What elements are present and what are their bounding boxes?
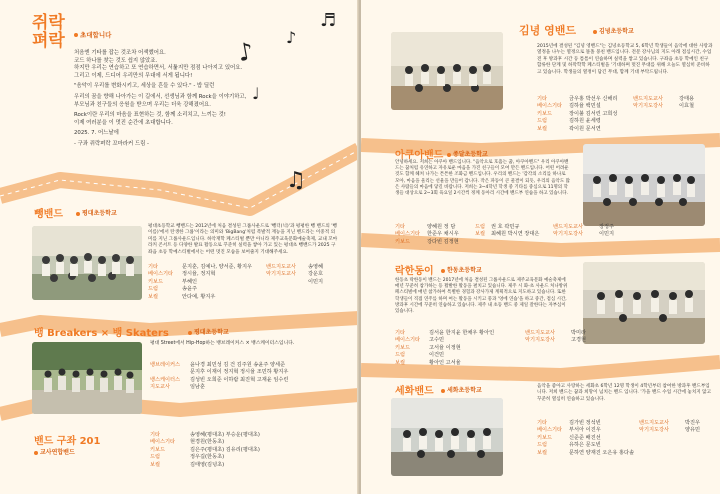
roster-members: 문지후 이재이 정지혁 정시율 조민하 황지우: [190, 369, 289, 376]
roster-members: 부혜인: [182, 278, 198, 285]
roster-role: [266, 294, 308, 301]
roster-members: 곽이원 문서연: [569, 125, 601, 132]
roster-members: 강태용: [679, 96, 695, 102]
roster-members: [679, 118, 703, 125]
roster-members: 최혜원 박시연 장대은: [491, 231, 540, 238]
roster-row: [150, 447, 310, 454]
roster-members: [679, 111, 703, 118]
sehwa-roster: [537, 420, 709, 457]
intro-title-line1: 쥐락: [32, 13, 65, 33]
bbang-photo: [32, 226, 142, 300]
band-photo-image: [583, 144, 705, 226]
roster-members: 황아인 고서율: [429, 359, 461, 366]
roster-members: [491, 239, 553, 246]
breakers-school: 평대초등학교: [188, 327, 229, 336]
roster-row: [148, 294, 332, 301]
roster-members: 문하연 양재진 오은유 홍다솔: [569, 449, 635, 456]
roster-members: 이민지: [599, 231, 615, 238]
roster-role: 악기지도강사: [633, 103, 664, 110]
roster-row: [148, 286, 332, 293]
intro-title: [32, 14, 65, 50]
roster-row: [395, 352, 595, 359]
roster-members: 금우홍 박선우 신해리: [569, 96, 618, 102]
roster-members: 김성빈 오희준 이하람 최진혁 고재윤 임수린: [190, 376, 289, 383]
band-photo-image: [32, 342, 142, 414]
roster-members: 양혜원 정 담: [427, 224, 456, 230]
roster-role: [639, 435, 685, 442]
roster-role: 기타: [150, 432, 161, 438]
roster-row: [150, 384, 340, 391]
intro-line: 코드 하나를 찾는 것도 쉽지 않았죠.: [74, 57, 158, 64]
roster-members: 신준준 배진선: [569, 434, 601, 441]
roster-role: 키보드: [148, 278, 164, 285]
roster-role: 키보드: [150, 446, 166, 453]
roster-role: 밴드지도교사: [553, 224, 584, 230]
band-photo-image: [391, 398, 503, 476]
roster-role: 드럼: [537, 442, 548, 449]
roster-role: 보컬: [537, 125, 548, 132]
roster-row: [537, 442, 709, 449]
roster-members: 강다빈 김정현: [427, 238, 459, 245]
intro-line: 우리의 꿈을 향해 나아가는 이 길에서, 선생님과 함께 Rock을 이야기하고,: [74, 93, 247, 100]
roster-role: 보컬: [395, 359, 406, 366]
intro-sign: - 구좌 쥐락펴락 꼬마라커 드림 -: [74, 140, 149, 147]
roster-row: [395, 239, 623, 246]
roster-role: 악기지도교사: [266, 271, 297, 278]
roster-members: 이건민: [429, 352, 445, 359]
roster-members: [308, 286, 332, 293]
roster-members: [571, 345, 595, 352]
rakhan-photo: [583, 262, 705, 344]
intro-date: 2025. 7. 어느날에: [74, 130, 119, 137]
roster-row: [395, 330, 595, 337]
breakers-roster: [150, 362, 340, 392]
roster-members: 정우길(한동초): [190, 454, 225, 461]
intro-title-line2: 펴락: [32, 31, 65, 51]
roster-role: 키보드: [395, 344, 411, 351]
roster-role: 악기지도강사: [639, 427, 670, 434]
roster-role: 보컬: [148, 293, 159, 300]
rakhan-desc: 한동초 락한동이 밴드는 2017년에 처음 결성된 그룹사운드로 제주교육문화 예술축제에 매년 꾸준히 참가하는 등 활발한 활동을 펼치고 있습니다. 제주 시 화-초 사운드 처나방위 페스티벌에 매년 참가하여 특별한 경험과 강사가제 계획적으로 지도하고 있습니다. 또한 학생들이 직접 연주를 하며 여는 활동을 시키고 풍과 '엉에 연습'을 하고 중간, 점심 시간, 방과후 시간에 꾸준히 연습하고 있습니다. 제주 내 초등 밴드 중 제일 잘한다는 자부심이 있습니다.: [395, 278, 568, 315]
sehwa-desc: 음악을 좋아고 사랑하는 세화초 6학년 12명 학생이 4학년부터 참여한 방과후 밴드부입니다. 저희 밴드는 꿈과 희망이 넘치는 밴드 입니다. '가을 밴드 수업 시간에 놓치지 않고 꾸준히 열심히 연습하고 있습니다.: [537, 384, 712, 402]
bbang-title: 뺑밴드: [34, 209, 63, 220]
akua-roster: [395, 224, 623, 246]
roster-row: [395, 231, 623, 238]
gujwa-school: 교사연합밴드: [34, 447, 75, 456]
roster-row: [537, 103, 703, 110]
roster-members: [685, 435, 709, 442]
roster-row: [537, 450, 709, 457]
roster-role: 드럼: [395, 352, 406, 359]
right-page: [361, 0, 720, 494]
roster-role: [150, 369, 190, 376]
breakers-photo: [32, 342, 142, 414]
bbang-school: 평대초등학교: [76, 208, 117, 217]
band-photo-image: [391, 32, 503, 110]
roster-row: [537, 420, 709, 427]
roster-members: 장이불 김서린 고희성: [569, 110, 618, 117]
roster-members: 정시율, 정지혁: [182, 271, 216, 278]
roster-role: 밴드지도교사: [266, 264, 297, 270]
akua-desc: 안녕하세요. 저희는 아쿠아 밴드입니다. "음악으로 호흡는 꿈, 아쿠아밴드" 우리 아쿠아밴드는 꿈처럼 유연하고 자유로운 마음을 가진 친구들이 모여 만든 밴드입니다. 어떤 어려운 것도 함께 헤쳐 나가는 튼튼한 조화금 밴드입니다. 우리의 밴드는 '감각의 소리를 하나로 모아, 마음을 울리는 선율을 만들어 갑니다. 작은 파동이 큰 물결이 되듯, 우리의 음악도 많은 사람들의 마음에 닿길 바랍니다. 저희는 3~4학년 학생 중 기타를 중심으로 11명의 학생들 대상으로 2~3회 육요일 2시간씩 정께 동아리 시간에 밴드부 연습을 하고 있습니다.: [395, 160, 571, 197]
roster-role: [266, 279, 308, 286]
music-note-icon: ♩: [252, 84, 260, 103]
roster-row: [395, 337, 595, 344]
roster-row: [537, 126, 703, 133]
roster-role: 기타: [148, 264, 159, 270]
roster-row: [537, 111, 703, 118]
music-note-icon: ♪: [235, 36, 256, 68]
roster-role: [633, 126, 679, 133]
roster-row: [150, 369, 340, 376]
roster-role: 베이스기타: [537, 103, 563, 110]
roster-members: 문지훈, 김예나, 양서준, 황지우: [182, 264, 253, 270]
roster-row: [148, 264, 332, 271]
roster-role: 드럼: [475, 224, 486, 230]
roster-role: 악기지도강사: [525, 337, 556, 344]
roster-members: [679, 126, 703, 133]
roster-members: 송영혜(평대초) 부승운(평대초): [190, 432, 260, 438]
gimnyeong-roster: [537, 96, 703, 133]
roster-role: [639, 442, 685, 449]
roster-row: [537, 427, 709, 434]
roster-members: 임남훈: [190, 384, 206, 391]
rakhan-title: 락한동이: [395, 266, 434, 277]
roster-role: [553, 239, 599, 246]
music-note-icon: ♪: [286, 28, 297, 47]
roster-members: 유하은 문도빈: [569, 442, 601, 449]
gimnyeong-school: 김녕초등학교: [593, 26, 634, 35]
roster-role: 베이스기타: [395, 337, 421, 344]
roster-row: [395, 360, 595, 367]
roster-role: 밴드지도교사: [633, 96, 664, 102]
roster-members: 박미라: [571, 330, 587, 336]
roster-members: [599, 239, 623, 246]
gujwa-roster: [150, 432, 310, 469]
roster-members: 송영혜: [308, 264, 324, 270]
roster-role: [266, 286, 308, 293]
roster-role: 베이스기타: [148, 271, 174, 278]
roster-members: [571, 360, 595, 367]
roster-members: 부서아 이진우: [569, 427, 601, 434]
roster-role: [525, 345, 571, 352]
roster-members: 김하원 윤세령: [569, 118, 601, 125]
intro-line: 부모님과 친구들의 응원을 받으며 우리는 더욱 강해졌어요.: [74, 101, 211, 108]
roster-members: 고경현: [571, 337, 587, 344]
roster-members: 이효철: [679, 103, 695, 110]
roster-role: 보컬: [150, 461, 161, 468]
roster-members: 현경원(한동초): [190, 439, 225, 446]
roster-row: [537, 118, 703, 125]
bbang-roster: [148, 264, 332, 301]
gimnyeong-desc: 2015년에 결성된 "김녕 영밴드"는 김녕초등학교 5, 6학년 학생들이 음악에 대한 사랑과 열정을 나누는 열정으로 똘똘 뭉친 밴드입니다. 전문 강사님의 지도 아래 점심시간, 수업 전 후 방과후 시간 등 틈틈이 연습하며 실력을 쌓고 있습니다. 구좌읍 초등 학예인 친구 합류한 단계 및 하막학학 페스티벌을 '기대하며 멋진 무대를 위해 오늘도 열심히 준비하고 있습니다. 학생들의 열정이 담긴 무대, 함께 기대 부탁드립니다.: [537, 44, 713, 75]
roster-members: 송윤주: [182, 286, 198, 293]
roster-role: 밴드지도교사: [525, 330, 556, 336]
roster-members: 고서율 이정현: [429, 344, 461, 351]
roster-members: 김서윤 한지윤 한채우 황아인: [429, 330, 495, 336]
roster-role: 키보드: [537, 110, 553, 117]
roster-row: [537, 435, 709, 442]
roster-row: [150, 454, 310, 461]
roster-role: [633, 118, 679, 125]
intro-greeting: 초대합니다: [74, 30, 111, 39]
rakhan-roster: [395, 330, 595, 367]
sehwa-photo: [391, 398, 503, 476]
roster-role: 베이스기타: [537, 427, 563, 434]
roster-members: 윤나경 최민성 김 건 김주원 송윤주 양세준: [190, 362, 286, 368]
roster-members: 권 호 곽민규: [491, 224, 520, 230]
roster-role: 뱅브레이커스: [150, 362, 181, 368]
roster-role: 드럼: [150, 454, 161, 461]
band-photo-image: [32, 226, 142, 300]
roster-members: 한준우 채시우: [427, 231, 459, 238]
roster-row: [148, 279, 332, 286]
band-photo-image: [583, 262, 705, 344]
roster-members: [571, 352, 595, 359]
roster-role: [475, 239, 491, 246]
roster-role: 지도교사: [150, 384, 171, 391]
roster-role: 베이스기타: [395, 231, 421, 238]
roster-role: 베이스기타: [150, 439, 176, 446]
roster-row: [395, 345, 595, 352]
akua-title: 아쿠아밴드: [395, 150, 444, 161]
music-note-icon: ♬: [320, 10, 337, 31]
akua-photo: [583, 144, 705, 226]
roster-members: 고수민: [429, 337, 445, 344]
roster-role: 기타: [537, 96, 548, 102]
roster-role: [633, 111, 679, 118]
roster-role: [639, 450, 685, 457]
gimnyeong-photo: [391, 32, 503, 110]
roster-members: 김가빈 정석빈: [569, 420, 601, 426]
roster-members: [685, 450, 709, 457]
roster-members: [308, 294, 332, 301]
intro-line: 그리고 이제, 드디어 우리만의 무대에 서게 됩니다!: [74, 72, 193, 79]
gimnyeong-title: 김녕 영밴드: [519, 24, 576, 37]
roster-members: 양유민: [685, 427, 701, 434]
roster-members: 김태영(김녕초): [190, 461, 225, 468]
roster-members: 김하율 백민설: [569, 103, 601, 110]
roster-role: 보컬: [475, 231, 486, 238]
roster-role: 보컬: [537, 449, 548, 456]
rakhan-school: 한동초등학교: [441, 265, 482, 274]
intro-line: 하지만 우리는 연습하고 또 연습하면서, 서툶지만 점점 나아지고 있어요.: [74, 65, 243, 72]
roster-members: 이민지: [308, 278, 324, 285]
roster-members: 강운호: [308, 271, 324, 278]
roster-row: [150, 377, 340, 384]
roster-role: [525, 360, 571, 367]
roster-role: 기타: [537, 420, 548, 426]
akua-school: 종달초등학교: [447, 149, 488, 158]
roster-members: 박진우: [685, 420, 701, 426]
sehwa-title: 세화밴드: [395, 386, 434, 397]
roster-members: 김은주(평대초) 김유리(평대초): [190, 446, 260, 453]
roster-members: [685, 442, 709, 449]
roster-row: [148, 271, 332, 278]
roster-role: 악기지도강사: [553, 231, 584, 238]
roster-members: 장정주: [599, 224, 615, 230]
roster-row: [150, 439, 310, 446]
intro-line: 처음엔 기타를 잡는 것조차 어색했어요.: [74, 50, 166, 56]
intro-line: Rock이란 우리의 마음을 표현하는 것, 함께 소리치고, 느끼는 것!: [74, 112, 226, 119]
roster-role: 뱅스케이터스: [150, 376, 181, 383]
left-page: [0, 0, 359, 494]
roster-row: [150, 462, 310, 469]
breakers-title: 뱅 Breakers × 뱅 Skaters: [34, 328, 169, 339]
breakers-desc: 평대 Street에서 Hip-Hop하는 뱅브레이커스 × 뱅스케이터스입니다.: [150, 341, 295, 346]
roster-role: 기타: [395, 330, 406, 336]
intro-quote: "음악이 우리를 변화시키고, 세상을 흔들 수 있다." - 밥 딜런: [74, 83, 215, 90]
intro-line: 이제 여러분을 이 멋진 순간에 초대합니다.: [74, 119, 173, 126]
roster-members: 안다예, 황지우: [182, 293, 216, 300]
roster-role: 키보드: [395, 238, 411, 245]
roster-role: 드럼: [148, 286, 159, 293]
roster-role: 밴드지도교사: [639, 420, 670, 426]
sehwa-school: 세화초등학교: [441, 385, 482, 394]
bbang-desc: 평대초등학교 뺑밴드는 2012년에 처음 결성된 그룹사운드로 '뺑더(넉)'과 평평한 뺑 밴드의 '뺑 이름)'에서 탄생한 그룹'이라는 의미와 'BigBang'처럼 폭발적 재능을 지닌 밴드라는 이중적 의미를 지닌 그룹사운드입니다. 하악재학 페스티벌 뿐만 아니라 제주교육문화예술축제, 교내 꼬마라커 콘서트 등 다양한 발표 활동으로 꾸준히 실력을 쌓아 가고 있는 평대초 뺑밴드가 2025 구좌읍 초등 학예스티벌에서는 어떤 멋진 모습을 보여줄지 기대해주세요.: [148, 224, 338, 255]
roster-role: [525, 352, 571, 359]
roster-role: 드럼: [537, 118, 548, 125]
roster-role: 기타: [395, 224, 406, 230]
roster-role: 키보드: [537, 434, 553, 441]
music-note-icon: ♫: [286, 168, 306, 193]
intro-letter: [74, 50, 314, 152]
gujwa-title: 밴드 구좌 201: [34, 436, 101, 447]
